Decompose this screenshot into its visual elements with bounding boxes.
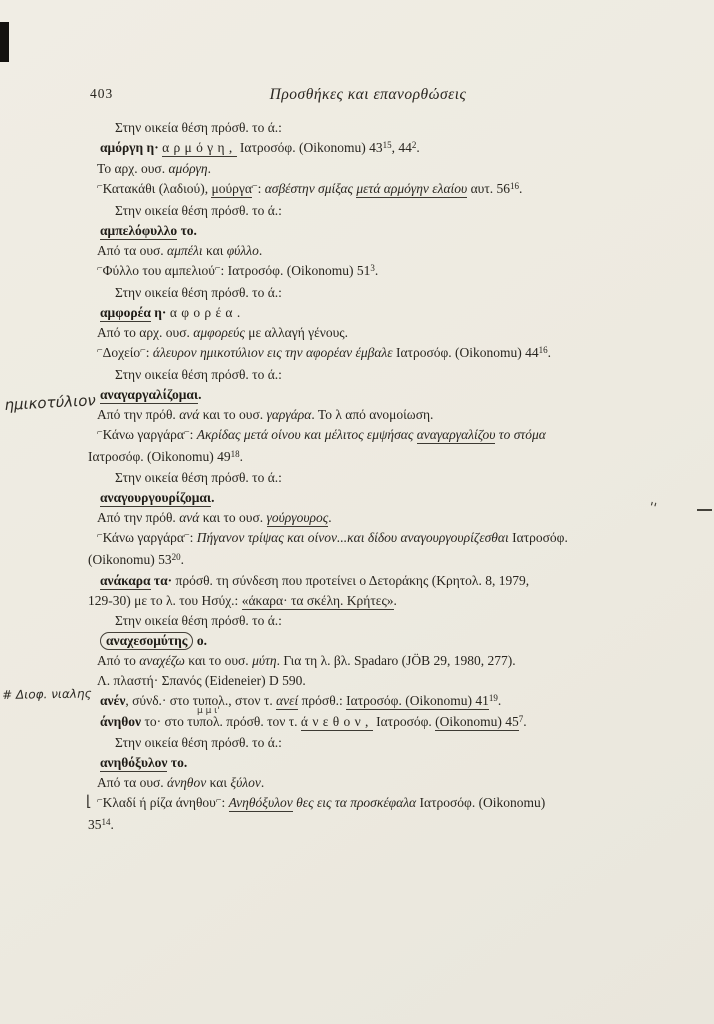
text-segment: Κατακάθι (λαδιού),	[102, 181, 212, 196]
text-segment: και το ουσ.	[199, 510, 267, 525]
text-segment: Κάνω γαργάρα	[102, 530, 184, 545]
text-segment: αυτ. 56	[467, 181, 511, 196]
text-segment: αμόργη	[168, 161, 208, 176]
headword-line-amforea	[88, 303, 650, 323]
text-segment: .	[523, 714, 527, 729]
text-segment: και	[206, 775, 231, 790]
text-segment: Ιατροσόφ.	[372, 714, 436, 729]
text-segment: .	[497, 693, 502, 708]
instruction-line	[88, 365, 650, 385]
text-segment: αρμόγη,	[162, 140, 237, 155]
margin-note-imikotylion: ημικοτύλιον	[4, 391, 97, 414]
text-segment: Ιατροσόφ. (Oikonomu) 41	[346, 693, 489, 708]
instruction-line	[88, 283, 650, 303]
text-segment: αφορέα	[169, 305, 237, 320]
text-segment: με αλλαγή γένους.	[244, 325, 349, 340]
text-segment: .	[547, 345, 552, 360]
definition-line	[88, 793, 650, 836]
text-segment: . Το λ από ανομοίωση.	[311, 407, 434, 422]
text-segment: 7	[518, 713, 524, 724]
page-header	[88, 86, 648, 108]
text-segment: ανέν	[100, 693, 126, 708]
text-segment: η·	[143, 140, 163, 155]
interlinear-note: μ μ ι'	[197, 706, 220, 716]
text-segment: αναγουργουρίζομαι	[100, 490, 212, 505]
text-segment: .	[211, 490, 215, 505]
text-segment: Από την πρόθ.	[97, 407, 180, 422]
definition-line	[88, 425, 650, 468]
text-segment: Από το αρχ. ουσ.	[97, 325, 194, 340]
text-segment: το στόμα	[495, 427, 546, 442]
text-segment: :	[189, 427, 197, 442]
text-segment: Στην οικεία θέση πρόσθ. το ά.:	[115, 613, 282, 628]
text-segment: ⌐	[97, 795, 103, 806]
text-segment: 19	[488, 692, 498, 703]
text-segment: αμπελόφυλλο	[100, 223, 178, 238]
headword-line-amorgi	[88, 138, 650, 159]
text-segment: πρόσθ. τη σύνδεση που προτείνει ο Δετοράκης (Κρητολ. 8, 1979,	[175, 573, 530, 588]
text-segment: Ακρίδας μετά οίνου και μέλιτος εμψήσας	[196, 427, 417, 442]
text-segment: η·	[150, 305, 170, 320]
text-segment: .	[260, 775, 265, 790]
instruction-line	[88, 611, 650, 631]
scan-mark-right: ''	[647, 500, 658, 517]
text-segment: και το ουσ.	[184, 653, 253, 668]
text-segment: 14	[101, 816, 111, 827]
definition-line	[88, 671, 650, 691]
text-segment: Ιατροσόφ. (Oikonomu) 44	[392, 345, 539, 360]
text-segment: :	[257, 181, 265, 196]
text-segment: ασβέστην σμίξας	[264, 181, 357, 196]
text-segment: αναγαργαλίζομαι	[100, 387, 199, 402]
text-segment: (Oikonomu) 53	[88, 552, 172, 567]
text-segment: Στην οικεία θέση πρόσθ. το ά.:	[115, 285, 282, 300]
text-segment: .	[239, 449, 244, 464]
text-segment: άνηθον	[167, 775, 207, 790]
entry-paragraph-anen	[88, 691, 650, 712]
text-segment: (Oikonomu) 45	[435, 714, 519, 729]
text-segment: 35	[88, 817, 102, 832]
text-segment: Ιατροσόφ. (Oikonomu) 43	[236, 140, 383, 155]
page-number: 403	[90, 86, 114, 101]
text-segment: ανά	[179, 510, 200, 525]
text-segment: γαργάρα	[266, 407, 312, 422]
etymology-line	[88, 323, 650, 343]
text-segment: Από τα ουσ.	[97, 775, 168, 790]
text-segment: ξύλον	[230, 775, 261, 790]
text-segment: .	[207, 161, 211, 176]
page-title: Προσθήκες και επανορθώσεις	[269, 86, 467, 103]
definition-line	[88, 261, 650, 283]
text-segment: μύτη	[252, 653, 277, 668]
text-segment: ⌐	[214, 263, 221, 274]
text-segment: Κάνω γαργάρα	[102, 427, 184, 442]
text-segment: ⌐	[97, 530, 103, 541]
text-segment: ⌐	[215, 795, 222, 806]
instruction-line	[88, 118, 650, 138]
text-segment: ⌐	[183, 427, 190, 438]
definition-line	[88, 343, 650, 365]
etymology-line	[88, 241, 650, 261]
text-segment: ⌐	[97, 427, 103, 438]
text-segment: φύλλο	[226, 243, 259, 258]
text-segment: Στην οικεία θέση πρόσθ. το ά.:	[115, 120, 282, 135]
text-segment: Στην οικεία θέση πρόσθ. το ά.:	[115, 470, 282, 485]
entry-paragraph-anithon	[88, 712, 650, 733]
text-segment: «άκαρα· τα σκέλη. Κρήτες»	[241, 593, 394, 608]
headword-line-ampelofyllo	[88, 221, 650, 241]
text-segment: Ανηθόξυλον	[228, 795, 293, 810]
text-segment: .	[328, 510, 332, 525]
text-segment: .	[374, 263, 379, 278]
text-segment: ⌐	[97, 263, 103, 274]
text-segment: Κλαδί ή ρίζα άνηθου	[102, 795, 216, 810]
text-segment: ⌐	[140, 345, 146, 356]
headword-line-anagourgourizomai	[88, 488, 650, 508]
definition-line	[88, 179, 650, 201]
text-segment: , σύνδ.· στο τυπολ., στον τ.	[125, 693, 277, 708]
text-segment: Ιατροσόφ.	[508, 530, 568, 545]
text-segment: , 44	[391, 140, 412, 155]
text-segment: .	[393, 593, 397, 608]
text-segment: Από το	[97, 653, 140, 668]
instruction-line	[88, 201, 650, 221]
margin-note-anakara: # Διοφ. νιαλης	[2, 686, 92, 702]
text-segment: αμπέλι	[167, 243, 203, 258]
text-segment: άνηθον	[100, 714, 142, 729]
text-segment: . Για τη λ. βλ. Spadaro (JÖB 29, 1980, 277).	[276, 653, 516, 668]
instruction-line	[88, 468, 650, 488]
text-segment: Ιατροσόφ. (Oikonomu)	[416, 795, 546, 810]
text-segment: αναχέζω	[139, 653, 185, 668]
text-segment: αμφορεύς	[193, 325, 245, 340]
text-segment: άλευρον ημικοτύλιον εις την αφορέαν έμβαλε	[152, 345, 393, 360]
text-segment: γούργουρος	[266, 510, 329, 525]
text-segment: Το αρχ. ουσ.	[97, 161, 169, 176]
text-segment: .	[180, 552, 184, 567]
text-segment: Από την πρόθ.	[97, 510, 180, 525]
text-segment: ⌐	[183, 530, 190, 541]
text-segment: μετά αρμόγην ελαίου	[356, 181, 468, 196]
hand-corner-mark: ⌊	[86, 792, 92, 810]
text-segment: ανηθόξυλον	[100, 755, 168, 770]
text-segment: .	[416, 140, 420, 155]
text-segment: και το ουσ.	[199, 407, 267, 422]
etymology-line	[88, 159, 650, 179]
text-segment: το.	[177, 223, 197, 238]
text-segment: αναγαργαλίζου	[416, 427, 496, 442]
text-segment: 2	[411, 139, 417, 150]
text-segment: .	[519, 181, 523, 196]
text-segment: μούργα	[211, 181, 252, 196]
text-segment: .	[198, 387, 202, 402]
text-segment: :	[145, 345, 153, 360]
text-segment: Στην οικεία θέση πρόσθ. το ά.:	[115, 367, 282, 382]
text-segment: :	[189, 530, 197, 545]
text-segment: .	[236, 305, 241, 320]
text-segment: αμόργη	[100, 140, 144, 155]
page-body-text	[88, 118, 650, 836]
text-segment: :	[221, 795, 229, 810]
text-segment: 18	[230, 448, 240, 459]
text-segment: ανά	[179, 407, 200, 422]
text-segment: ο.	[193, 633, 207, 648]
text-segment: 16	[510, 180, 520, 191]
text-segment: Λ. πλαστή· Σπανός (Eideneier) D 590.	[97, 673, 306, 688]
etymology-line	[88, 508, 650, 528]
text-segment: ανεί	[276, 693, 299, 708]
text-segment: Πήγανον τρίψας και οίνον...και δίδου αναγουργουρίζεσθαι	[196, 530, 509, 545]
text-segment: το.	[167, 755, 188, 770]
text-segment: 15	[382, 139, 392, 150]
definition-line	[88, 528, 650, 571]
text-segment: το· στο τυπολ. πρόσθ. τον τ.	[141, 714, 301, 729]
text-segment: και	[202, 243, 227, 258]
headword-line-anaxesomytis	[88, 631, 650, 651]
text-segment: αναχεσομύτης	[100, 632, 193, 650]
text-segment: : Ιατροσόφ. (Oikonomu) 51	[220, 263, 371, 278]
text-segment: ⌐	[97, 345, 103, 356]
text-segment: ανάκαρα	[100, 573, 151, 588]
scan-artifact-right-dash	[697, 509, 712, 511]
instruction-line	[88, 733, 650, 753]
headword-line-anagargalizomai	[88, 385, 650, 405]
text-segment: 20	[171, 551, 181, 562]
etymology-line	[88, 405, 650, 425]
text-segment: Φύλλο του αμπελιού	[102, 263, 215, 278]
text-segment: .	[110, 817, 114, 832]
text-segment: .	[258, 243, 263, 258]
text-segment: Δοχείο	[102, 345, 141, 360]
entry-paragraph-anakara	[88, 571, 650, 611]
text-segment: 129-30) με το λ. του Ησύχ.:	[88, 593, 242, 608]
text-segment: τα·	[150, 573, 176, 588]
headword-line-anithoxylon	[88, 753, 650, 773]
scan-artifact-left-bar	[0, 22, 9, 62]
text-segment: 3	[370, 262, 375, 273]
etymology-line	[88, 773, 650, 793]
etymology-line	[88, 651, 650, 671]
text-segment: 16	[538, 344, 548, 355]
text-segment: Από τα ουσ.	[97, 243, 168, 258]
text-segment: θες εις τα προσκέφαλα	[292, 795, 417, 810]
text-segment: Στην οικεία θέση πρόσθ. το ά.:	[115, 203, 282, 218]
text-segment: ⌐	[251, 181, 258, 192]
text-segment: πρόσθ.:	[298, 693, 347, 708]
text-segment: Στην οικεία θέση πρόσθ. το ά.:	[115, 735, 282, 750]
text-segment: αμφορέα	[100, 305, 151, 320]
text-segment: Ιατροσόφ. (Oikonomu) 49	[88, 449, 231, 464]
text-segment: άνεθον,	[300, 714, 373, 729]
text-segment: ⌐	[97, 181, 103, 192]
